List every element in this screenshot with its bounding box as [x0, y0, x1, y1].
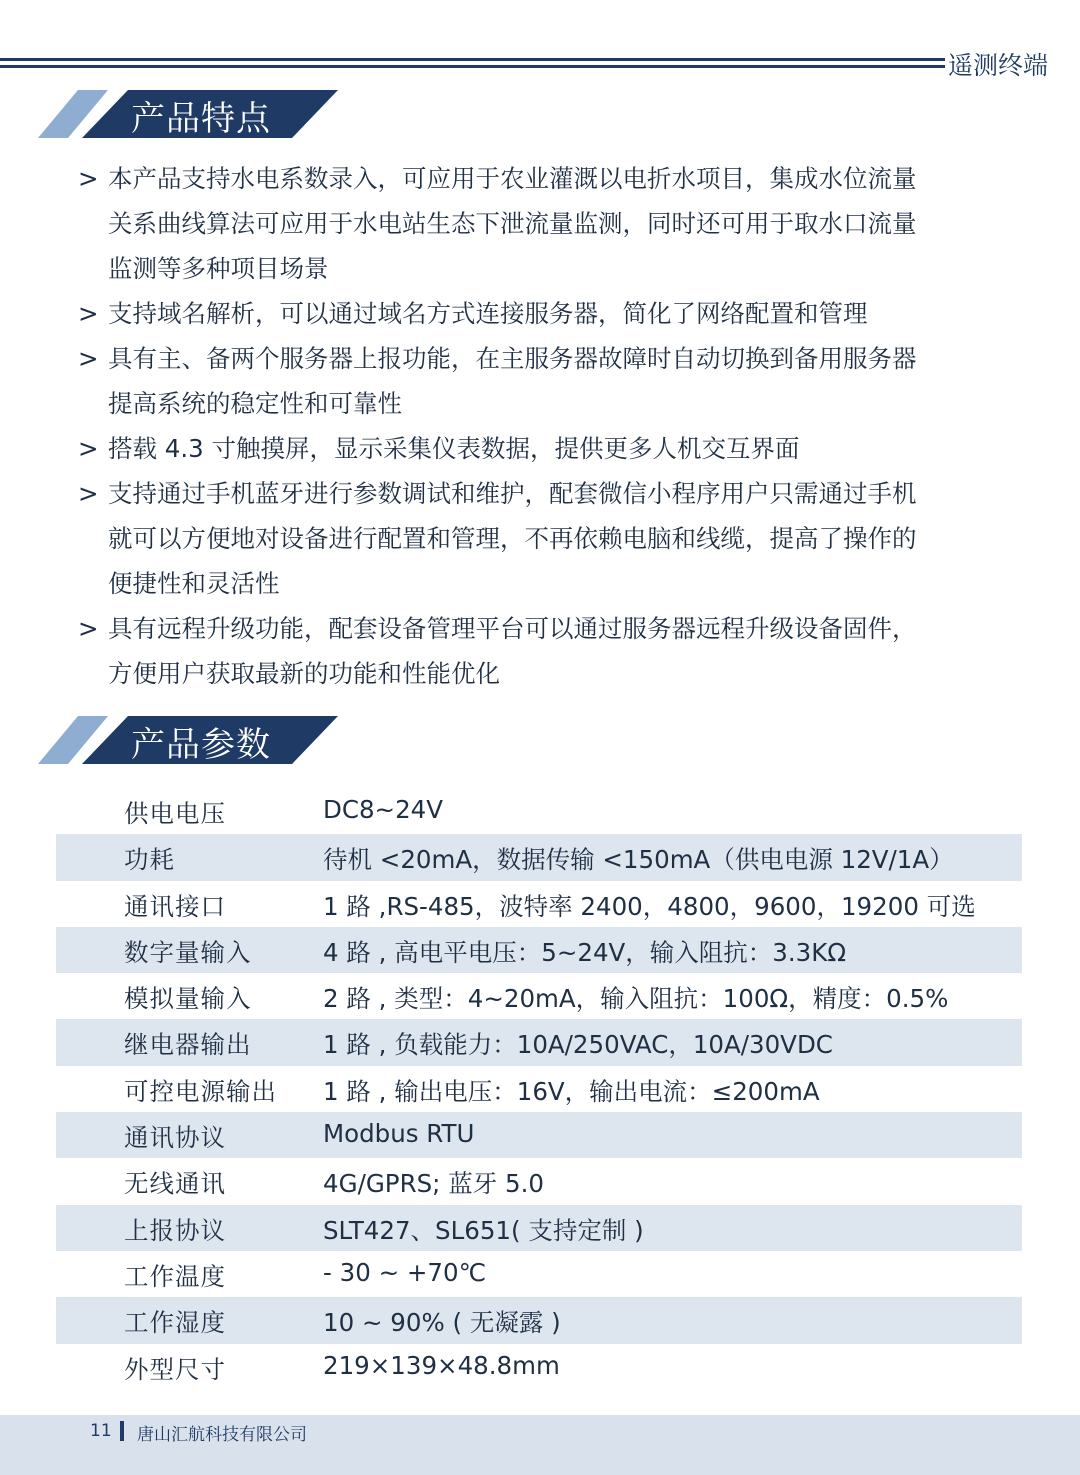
header-title: 遥测终端: [948, 51, 1049, 80]
param-key: 外型尺寸: [124, 1354, 226, 1384]
feature-item: [78, 336, 1008, 426]
param-key: 功耗: [124, 845, 175, 875]
param-key: 继电器输出: [124, 1030, 252, 1060]
header-rule-bottom: [0, 65, 945, 68]
company-name: 唐山汇航科技有限公司: [137, 1425, 307, 1445]
param-key: 供电电压: [124, 799, 226, 828]
page-number: 11: [90, 1421, 112, 1441]
bullet-marker: >: [78, 344, 99, 373]
param-row: [56, 973, 1022, 1019]
footer-separator: [120, 1421, 124, 1441]
param-value: 2 路 , 类型：4~20mA，输入阻抗：100Ω，精度：0.5%: [323, 984, 949, 1014]
param-value: Modbus RTU: [323, 1119, 475, 1149]
feature-line: 就可以方便地对设备进行配置和管理，不再依赖电脑和线缆，提高了操作的: [108, 524, 917, 553]
param-value: 待机 <20mA，数据传输 <150mA（供电电源 12V/1A）: [323, 845, 954, 875]
param-row: [56, 834, 1022, 880]
feature-line: 监测等多种项目场景: [108, 254, 329, 283]
param-value: 1 路 , 输出电压：16V，输出电流：≤200mA: [323, 1076, 820, 1106]
feature-line: 支持域名解析，可以通过域名方式连接服务器，简化了网络配置和管理: [108, 299, 868, 328]
params-title: 产品参数: [131, 725, 271, 765]
bullet-marker: >: [78, 479, 99, 508]
param-row: [56, 1344, 1022, 1390]
footer: [0, 1415, 1080, 1475]
feature-item: [78, 291, 1008, 336]
feature-item: [78, 156, 1008, 291]
param-key: 工作湿度: [124, 1308, 226, 1338]
param-key: 工作温度: [124, 1261, 226, 1291]
param-key: 上报协议: [124, 1215, 226, 1245]
param-key: 无线通讯: [124, 1169, 226, 1199]
feature-line: 具有主、备两个服务器上报功能，在主服务器故障时自动切换到备用服务器: [108, 344, 917, 373]
feature-item: [78, 471, 1008, 606]
feature-line: 具有远程升级功能，配套设备管理平台可以通过服务器远程升级设备固件，: [108, 614, 917, 643]
param-value: 1 路 ,RS-485，波特率 2400，4800，9600，19200 可选: [323, 891, 976, 921]
param-row: [56, 1297, 1022, 1343]
param-value: 1 路 , 负载能力：10A/250VAC，10A/30VDC: [323, 1030, 833, 1060]
param-value: 4G/GPRS; 蓝牙 5.0: [323, 1169, 544, 1199]
feature-line: 提高系统的稳定性和可靠性: [108, 389, 402, 418]
params-table: [56, 788, 1022, 1390]
param-key: 模拟量输入: [124, 984, 252, 1014]
features-banner: [38, 88, 348, 140]
param-row: [56, 927, 1022, 973]
bullet-marker: >: [78, 299, 99, 328]
feature-line: 便捷性和灵活性: [108, 569, 280, 598]
features-title: 产品特点: [131, 99, 271, 139]
param-row: [56, 1066, 1022, 1112]
param-value: DC8~24V: [323, 795, 444, 824]
param-row: [56, 1158, 1022, 1204]
param-row: [56, 788, 1022, 834]
feature-line: 搭载 4.3 寸触摸屏，显示采集仪表数据，提供更多人机交互界面: [108, 434, 800, 463]
param-key: 通讯协议: [124, 1123, 226, 1153]
param-key: 可控电源输出: [124, 1076, 277, 1106]
param-row: [56, 1019, 1022, 1065]
param-key: 通讯接口: [124, 891, 226, 921]
param-value: 10 ~ 90% ( 无凝露 ): [323, 1308, 561, 1338]
features-list: [78, 156, 1008, 696]
param-row: [56, 1251, 1022, 1297]
params-banner: [38, 714, 348, 766]
feature-line: 本产品支持水电系数录入，可应用于农业灌溉以电折水项目，集成水位流量: [108, 164, 917, 193]
bullet-marker: >: [78, 434, 99, 463]
header-rule-top: [0, 58, 945, 61]
param-value: 219×139×48.8mm: [323, 1350, 560, 1380]
feature-line: 关系曲线算法可应用于水电站生态下泄流量监测，同时还可用于取水口流量: [108, 209, 917, 238]
bullet-marker: >: [78, 164, 99, 193]
param-value: - 30 ~ +70℃: [323, 1257, 487, 1287]
param-key: 数字量输入: [124, 937, 252, 967]
bullet-marker: >: [78, 614, 99, 643]
param-value: 4 路 , 高电平电压：5~24V，输入阻抗：3.3KΩ: [323, 937, 847, 967]
feature-item: [78, 606, 1008, 696]
param-row: [56, 1112, 1022, 1158]
feature-item: [78, 426, 1008, 471]
feature-line: 方便用户获取最新的功能和性能优化: [108, 659, 500, 688]
feature-line: 支持通过手机蓝牙进行参数调试和维护，配套微信小程序用户只需通过手机: [108, 479, 917, 508]
param-row: [56, 1205, 1022, 1251]
param-row: [56, 881, 1022, 927]
param-value: SLT427、SL651( 支持定制 ): [323, 1215, 644, 1245]
